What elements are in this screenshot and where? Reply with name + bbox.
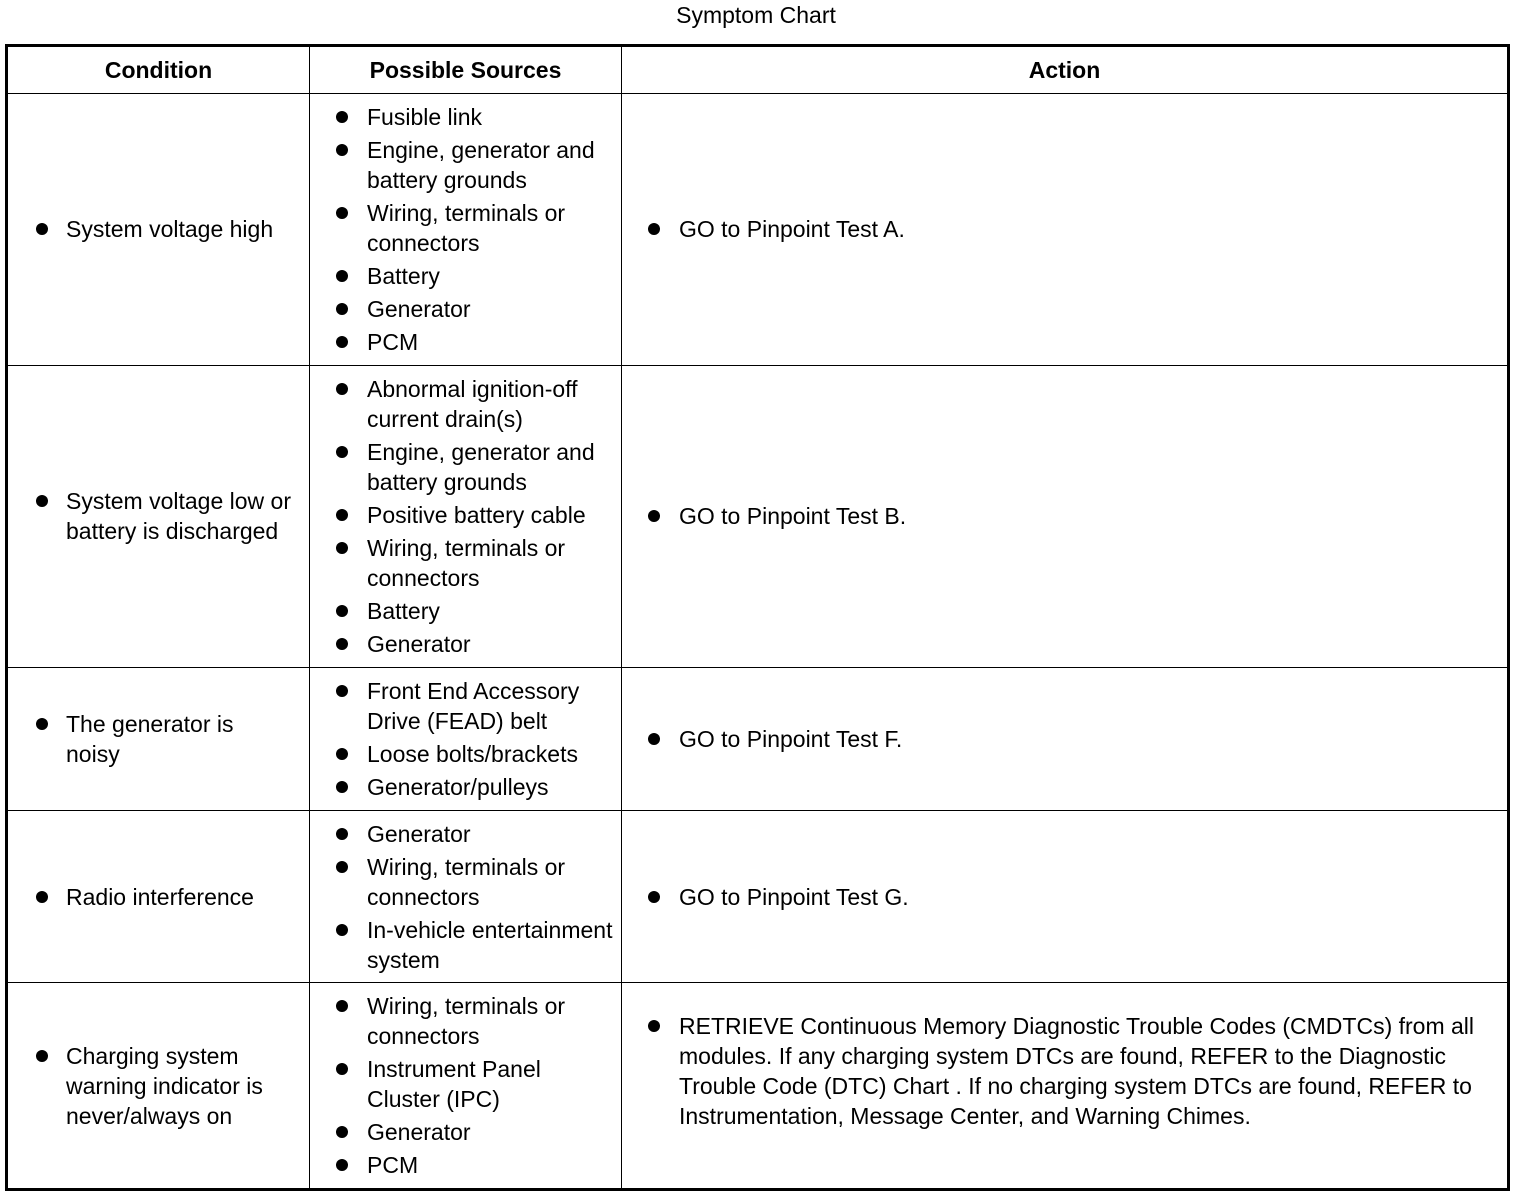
source-item: Wiring, terminals or connectors xyxy=(310,533,621,593)
action-cell xyxy=(622,365,1509,667)
condition-cell xyxy=(7,810,310,982)
source-item: PCM xyxy=(310,327,621,357)
source-item: Wiring, terminals or connectors xyxy=(310,852,621,912)
table-row xyxy=(7,667,1509,810)
action-cell xyxy=(622,667,1509,810)
condition-cell xyxy=(7,667,310,810)
header-condition: Condition xyxy=(7,46,310,94)
source-item: Generator xyxy=(310,629,621,659)
action-text: GO to Pinpoint Test F. xyxy=(622,724,1507,754)
action-cell xyxy=(622,94,1509,366)
sources-cell xyxy=(310,983,622,1190)
source-item: Positive battery cable xyxy=(310,500,621,530)
condition-text: The generator is noisy xyxy=(8,709,309,769)
source-item: Battery xyxy=(310,596,621,626)
action-cell xyxy=(622,983,1509,1190)
action-text: RETRIEVE Continuous Memory Diagnostic Trouble Codes (CMDTCs) from all modules. If any charging system DTCs are found, REFER to the Diagnostic Trouble Code (DTC) Chart . If no charging system DTCs are found, REFER to Instrumentation, Message Center, and Warning Chimes. xyxy=(622,1011,1507,1131)
source-item: Generator/pulleys xyxy=(310,772,621,802)
action-text: GO to Pinpoint Test A. xyxy=(622,214,1507,244)
condition-cell xyxy=(7,94,310,366)
header-possible-sources: Possible Sources xyxy=(310,46,622,94)
condition-text: System voltage low or battery is discharged xyxy=(8,486,309,546)
source-item: Generator xyxy=(310,819,621,849)
source-item: In-vehicle entertainment system xyxy=(310,915,621,975)
symptom-chart-table xyxy=(5,44,1510,1191)
table-row xyxy=(7,365,1509,667)
table-row xyxy=(7,810,1509,982)
sources-cell xyxy=(310,810,622,982)
header-row xyxy=(7,46,1509,94)
condition-cell xyxy=(7,365,310,667)
action-text: GO to Pinpoint Test B. xyxy=(622,501,1507,531)
source-item: Engine, generator and battery grounds xyxy=(310,437,621,497)
source-item: Loose bolts/brackets xyxy=(310,739,621,769)
action-text: GO to Pinpoint Test G. xyxy=(622,882,1507,912)
table-row xyxy=(7,94,1509,366)
source-item: Fusible link xyxy=(310,102,621,132)
condition-cell xyxy=(7,983,310,1190)
sources-cell xyxy=(310,365,622,667)
source-item: Instrument Panel Cluster (IPC) xyxy=(310,1054,621,1114)
source-item: Wiring, terminals or connectors xyxy=(310,991,621,1051)
source-item: Generator xyxy=(310,1117,621,1147)
source-item: PCM xyxy=(310,1150,621,1180)
sources-cell xyxy=(310,667,622,810)
source-item: Generator xyxy=(310,294,621,324)
condition-text: Charging system warning indicator is never/always on xyxy=(8,1041,309,1131)
header-action: Action xyxy=(622,46,1509,94)
source-item: Engine, generator and battery grounds xyxy=(310,135,621,195)
source-item: Front End Accessory Drive (FEAD) belt xyxy=(310,676,621,736)
sources-cell xyxy=(310,94,622,366)
table-row xyxy=(7,983,1509,1190)
condition-text: System voltage high xyxy=(8,214,309,244)
source-item: Wiring, terminals or connectors xyxy=(310,198,621,258)
condition-text: Radio interference xyxy=(8,882,309,912)
action-cell xyxy=(622,810,1509,982)
page-title: Symptom Chart xyxy=(676,2,836,28)
source-item: Abnormal ignition-off current drain(s) xyxy=(310,374,621,434)
source-item: Battery xyxy=(310,261,621,291)
